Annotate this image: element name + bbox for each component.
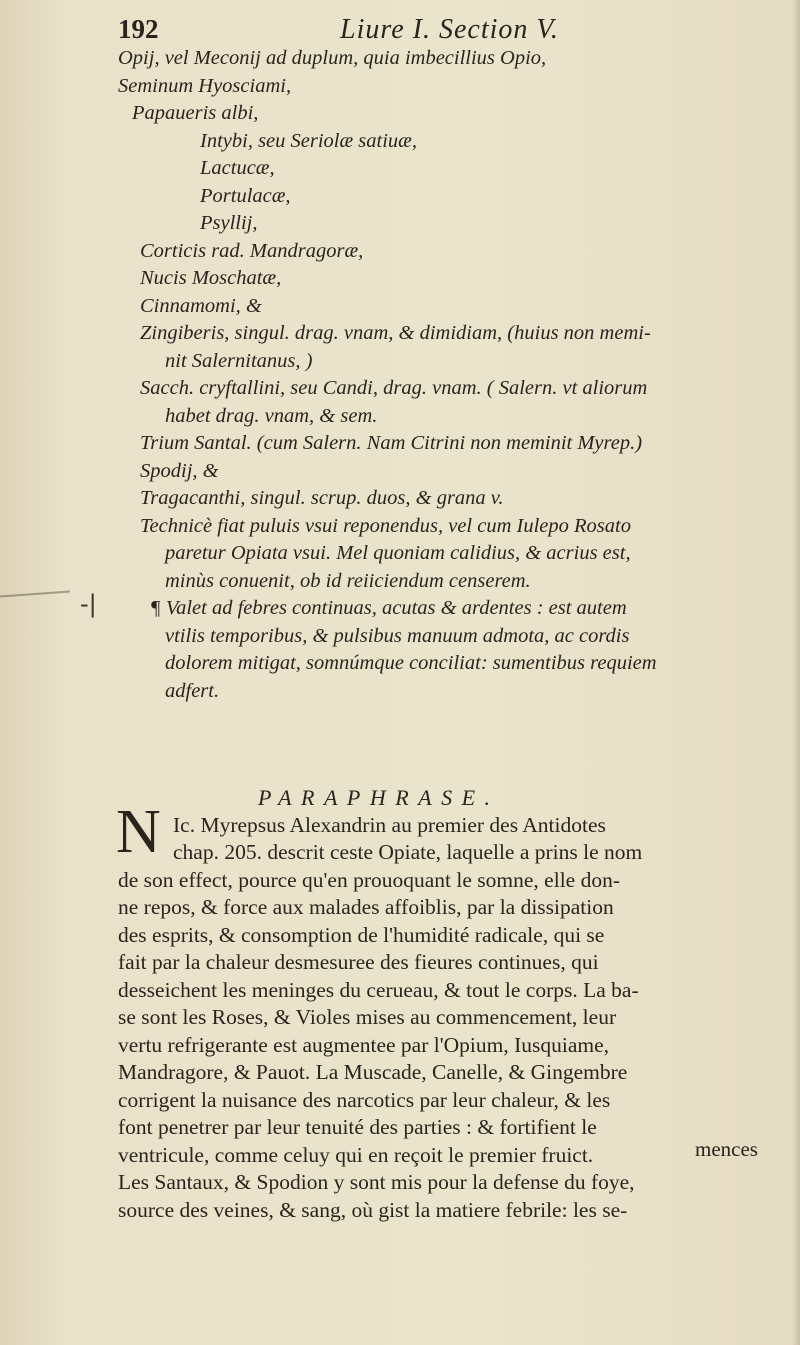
body-line: Ic. Myrepsus Alexandrin au premier des Antidotes (173, 813, 606, 837)
running-head: Liure I. Section V. (340, 14, 559, 45)
page-number: 192 (118, 14, 159, 44)
recipe-line: Technicè fiat puluis vsui reponendus, vel cum Iulepo Rosato (140, 515, 631, 537)
body-line: se sont les Roses, & Violes mises au commencement, leur (118, 1005, 617, 1029)
body-line: font penetrer par leur tenuité des parties : & fortifient le (118, 1115, 597, 1139)
recipe-line: paretur Opiata vsui. Mel quoniam calidius, & acrius est, (165, 542, 631, 564)
recipe-line: Tragacanthi, singul. scrup. duos, & grana v. (140, 487, 504, 509)
recipe-line: Seminum Hyosciami, (118, 75, 292, 97)
recipe-line: Psyllij, (200, 212, 258, 234)
page-edge-shadow (792, 0, 800, 1345)
body-line: source des veines, & sang, où gist la matiere febrile: les se- (118, 1198, 628, 1222)
recipe-line: Zingiberis, singul. drag. vnam, & dimidiam, (huius non memi- (140, 322, 651, 344)
recipe-line: Portulacæ, (200, 185, 291, 207)
catchword: mences (695, 1137, 758, 1161)
body-line: ventricule, comme celuy qui en reçoit le premier fruict. (118, 1143, 594, 1167)
body-line: Mandragore, & Pauot. La Muscade, Canelle, & Gingembre (118, 1060, 628, 1084)
recipe-line: Lactucæ, (200, 157, 275, 179)
recipe-line: Corticis rad. Mandragoræ, (140, 240, 364, 262)
recipe-line: vtilis temporibus, & pulsibus manuum admota, ac cordis (165, 625, 630, 647)
body-line: fait par la chaleur desmesuree des fieures continues, qui (118, 950, 599, 974)
body-line: vertu refrigerante est augmentee par l'Opium, Iusquiame, (118, 1033, 610, 1057)
recipe-line: Nucis Moschatæ, (140, 267, 282, 289)
recipe-line: Intybi, seu Seriolæ satiuæ, (200, 130, 417, 152)
body-line: desseichent les meninges du cerueau, & tout le corps. La ba- (118, 978, 639, 1002)
recipe-line: Trium Santal. (cum Salern. Nam Citrini non meminit Myrep.) (140, 432, 643, 454)
recipe-line: Sacch. cryftallini, seu Candi, drag. vnam. ( Salern. vt aliorum (140, 377, 648, 399)
recipe-line: adfert. (165, 680, 220, 702)
body-line: Les Santaux, & Spodion y sont mis pour la defense du foye, (118, 1170, 635, 1194)
recipe-line: Cinnamomi, & (140, 295, 262, 317)
body-line: chap. 205. descrit ceste Opiate, laquelle a prins le nom (173, 840, 643, 864)
recipe-line: Spodij, & (140, 460, 219, 482)
recipe-line: habet drag. vnam, & sem. (165, 405, 378, 427)
body-line: corrigent la nuisance des narcotics par leur chaleur, & les (118, 1088, 611, 1112)
body-line: des esprits, & consomption de l'humidité radicale, qui se (118, 923, 605, 947)
body-line: de son effect, pource qu'en prouoquant le somne, elle don- (118, 868, 620, 892)
paraphrase-heading: PARAPHRASE. (258, 785, 500, 810)
recipe-line: Papaueris albi, (132, 102, 259, 124)
body-line: ne repos, & force aux malades affoiblis, par la dissipation (118, 895, 614, 919)
recipe-line: minùs conuenit, ob id reiiciendum censerem. (165, 570, 531, 592)
recipe-line: Opij, vel Meconij ad duplum, quia imbecillius Opio, (118, 47, 547, 69)
recipe-line: dolorem mitigat, somnúmque conciliat: sumentibus requiem (165, 652, 657, 674)
recipe-line: ¶ Valet ad febres continuas, acutas & ardentes : est autem (150, 597, 627, 619)
drop-cap: N (116, 798, 161, 866)
recipe-line: nit Salernitanus, ) (165, 350, 313, 372)
margin-mark: -| (80, 590, 97, 618)
margin-rule (0, 591, 70, 598)
